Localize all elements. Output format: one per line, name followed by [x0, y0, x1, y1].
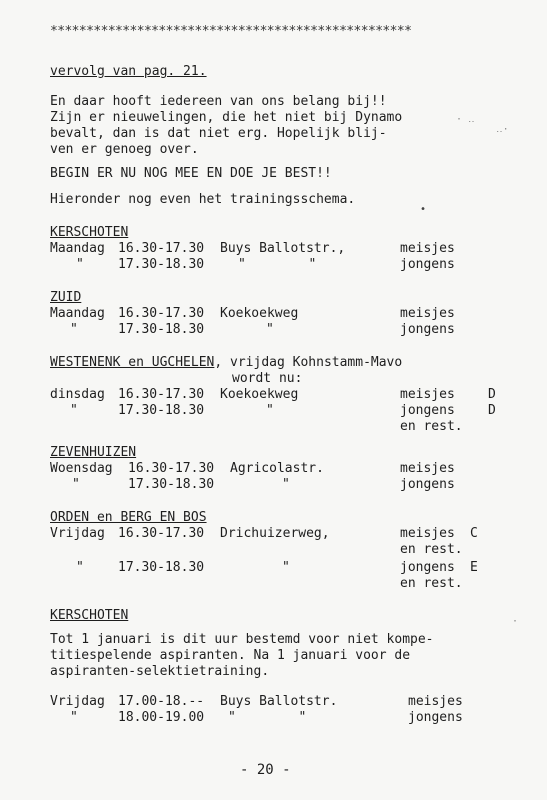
row-place: Buys Ballotstr. [220, 694, 338, 709]
paragraph-line: aspiranten-selektietraining. [50, 664, 270, 679]
row-group: meisjes [400, 387, 455, 402]
row-mark: C [470, 526, 478, 541]
section-title: ZEVENHUIZEN [50, 445, 137, 460]
header-stars: ************************************************** [50, 24, 412, 39]
intro-line-4: ven er genoeg over. [50, 142, 199, 157]
row-time: 18.00-19.00 [118, 710, 205, 725]
paragraph-line: titiespelende aspiranten. Na 1 januari voor de [50, 648, 411, 663]
section-title: KERSCHOTEN [50, 608, 129, 623]
row-mark: D [488, 387, 496, 402]
section-note: wordt nu: [232, 371, 303, 386]
paragraph-line: Tot 1 januari is dit uur bestemd voor niet kompe- [50, 632, 434, 647]
row-group: meisjes [400, 461, 455, 476]
row-place: Buys Ballotstr., [220, 241, 346, 256]
row-time: 17.30-18.30 [128, 477, 215, 492]
row-time: 16.30-17.30 [118, 387, 205, 402]
row-group: jongens [408, 710, 463, 725]
continued-note: vervolg van pag. 21. [50, 64, 207, 79]
row-place: " [282, 477, 290, 492]
row-group: jongens [400, 403, 455, 418]
section-title: WESTENENK en UGCHELEN [50, 355, 215, 370]
schedule-intro: Hieronder nog even het trainingsschema. [50, 192, 356, 207]
row-day: " [76, 257, 84, 272]
row-time: 17.00-18.-- [118, 694, 205, 709]
row-place: " [282, 560, 290, 575]
row-time: 17.30-18.30 [118, 560, 205, 575]
section-title-line [50, 355, 402, 371]
row-place: " [266, 403, 274, 418]
row-day: " [70, 322, 78, 337]
row-place: Koekoekweg [220, 306, 299, 321]
row-time: 17.30-18.30 [118, 257, 205, 272]
row-day: dinsdag [50, 387, 105, 402]
page-number: - 20 - [240, 762, 291, 778]
row-group: meisjes [408, 694, 463, 709]
section-title: ZUID [50, 290, 82, 305]
row-day: " [76, 560, 84, 575]
row-place: Drichuizerweg, [220, 526, 330, 541]
section-title: ORDEN en BERG EN BOS [50, 510, 207, 525]
row-place: " " [238, 257, 317, 272]
section-title-extra: , vrijdag Kohnstamm-Mavo [214, 355, 403, 370]
intro-line-3: bevalt, dan is dat niet erg. Hopelijk blij- [50, 126, 387, 141]
row-day: " [72, 477, 80, 492]
row-group: jongens [400, 477, 455, 492]
row-group: meisjes [400, 306, 455, 321]
row-group: meisjes [400, 241, 455, 256]
row-group: en rest. [400, 576, 463, 591]
row-place: Koekoekweg [220, 387, 299, 402]
row-mark: D [488, 403, 496, 418]
row-time: 16.30-17.30 [128, 461, 215, 476]
row-group: jongens [400, 322, 455, 337]
scan-smudge: · [512, 616, 519, 627]
row-place: Agricolastr. [230, 461, 324, 476]
row-time: 16.30-17.30 [118, 526, 205, 541]
row-day: Maandag [50, 241, 105, 256]
row-group: en rest. [400, 419, 463, 434]
row-day: Woensdag [50, 461, 113, 476]
scan-smudge: • [420, 204, 427, 215]
scan-smudge: · ‥ [456, 114, 475, 125]
row-place: " " [228, 710, 307, 725]
row-time: 16.30-17.30 [118, 306, 205, 321]
row-time: 16.30-17.30 [118, 241, 205, 256]
row-day: Vrijdag [50, 526, 105, 541]
section-title: KERSCHOTEN [50, 225, 129, 240]
row-day: " [70, 710, 78, 725]
row-time: 17.30-18.30 [118, 322, 205, 337]
row-day: Maandag [50, 306, 105, 321]
row-group: en rest. [400, 542, 463, 557]
call-to-action: BEGIN ER NU NOG MEE EN DOE JE BEST!! [50, 166, 332, 181]
scan-smudge: ‥· [496, 124, 509, 135]
row-group: jongens [400, 560, 455, 575]
intro-line-1: En daar hooft iedereen van ons belang bij!! [50, 94, 387, 109]
row-time: 17.30-18.30 [118, 403, 205, 418]
row-group: meisjes [400, 526, 455, 541]
row-mark: E [470, 560, 478, 575]
row-day: " [70, 403, 78, 418]
intro-line-2: Zijn er nieuwelingen, die het niet bij Dynamo [50, 110, 403, 125]
row-place: " [266, 322, 274, 337]
row-group: jongens [400, 257, 455, 272]
row-day: Vrijdag [50, 694, 105, 709]
